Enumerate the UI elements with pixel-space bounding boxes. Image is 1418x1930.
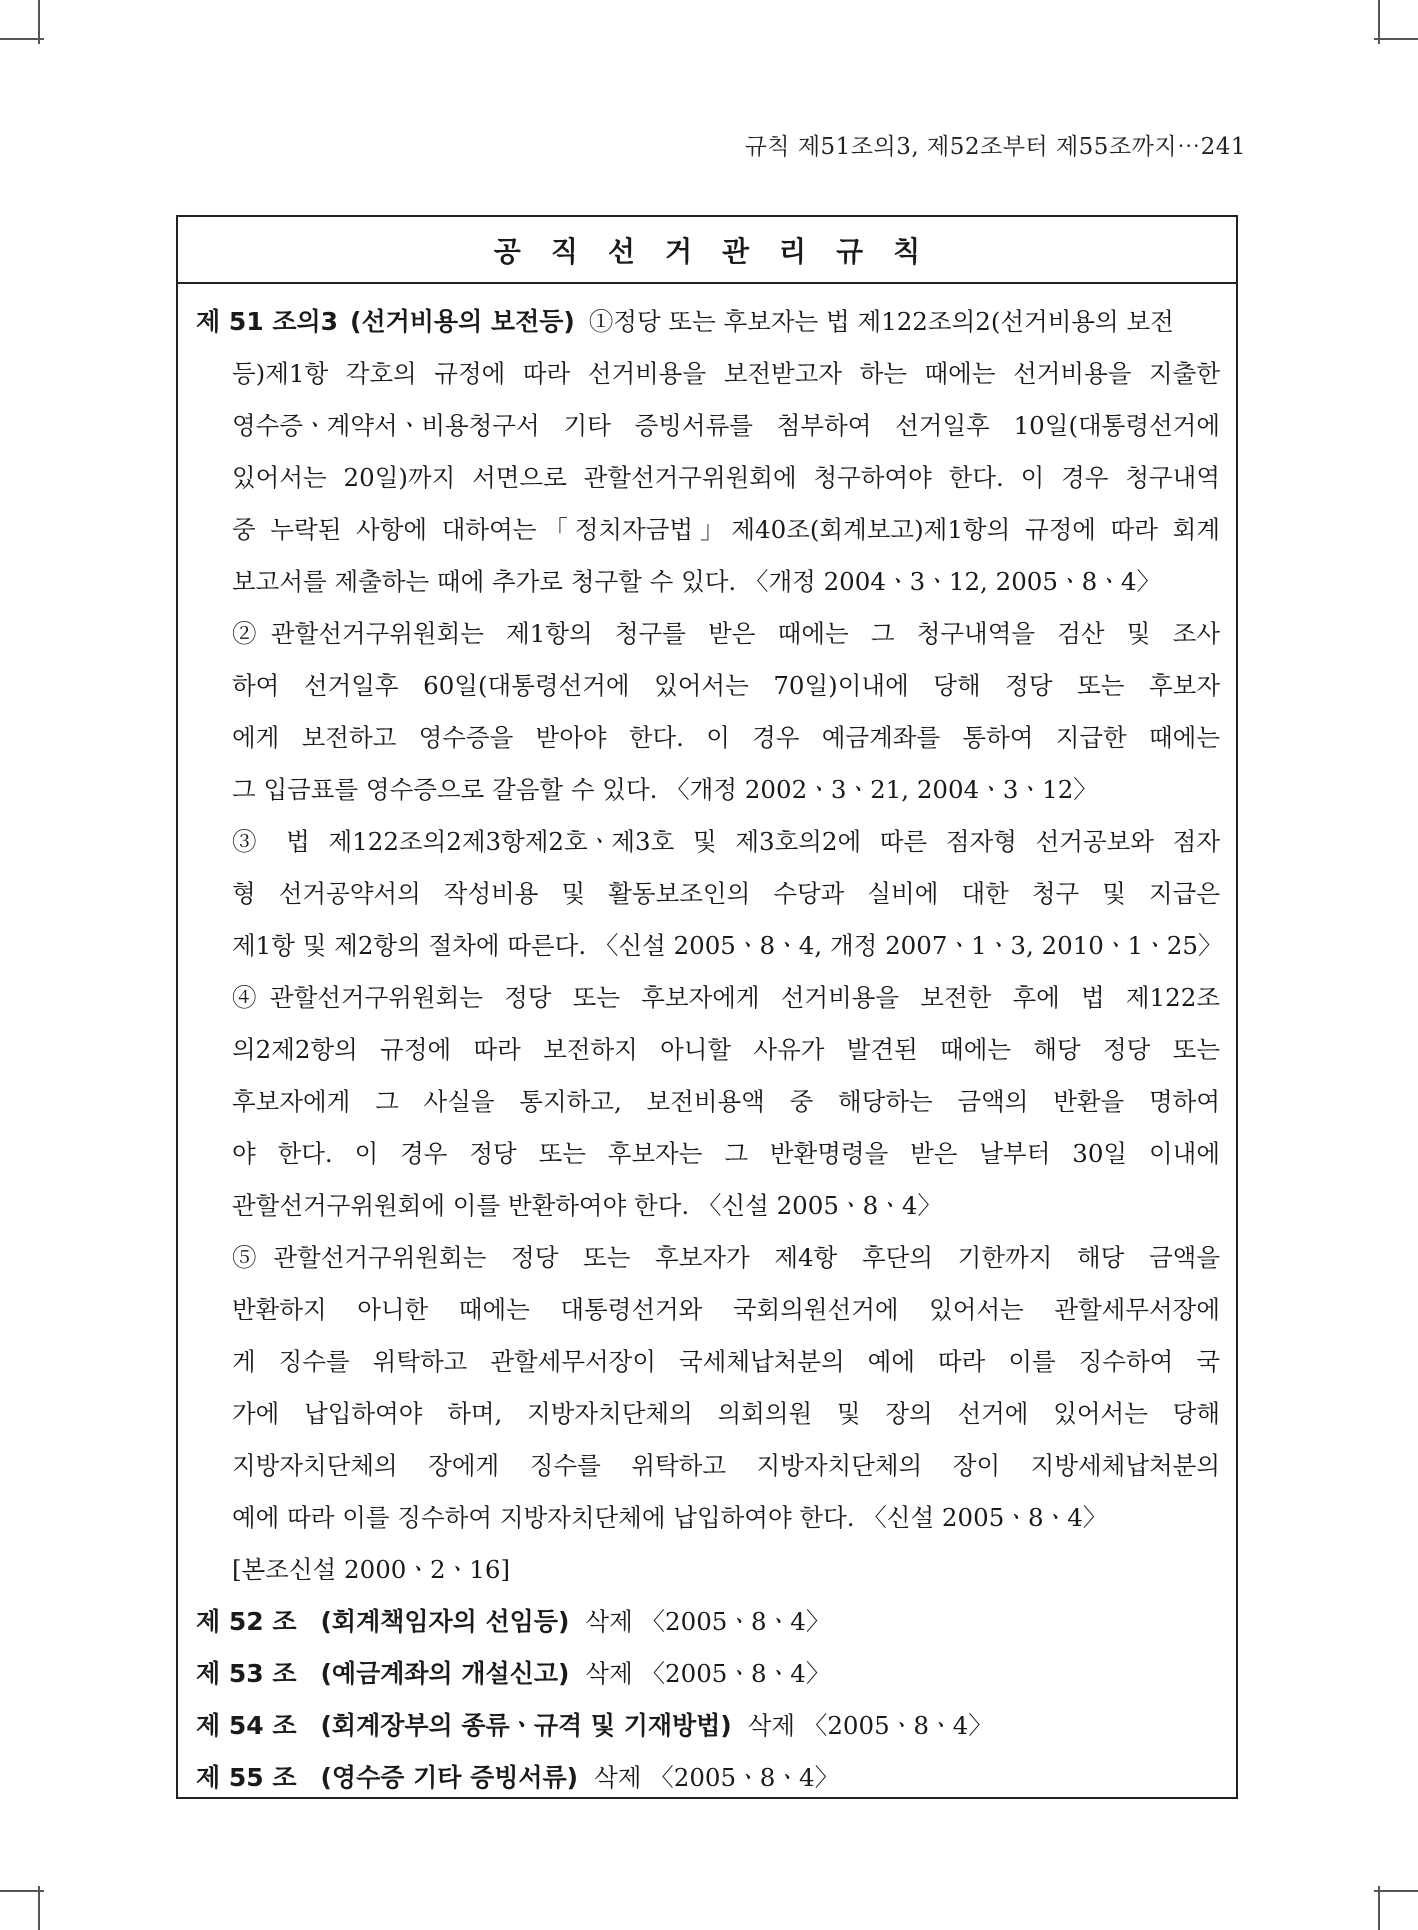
crop-mark-top-left-h bbox=[0, 38, 44, 40]
article-number: 제 54 조 bbox=[196, 1711, 297, 1740]
body-line: 하여 선거일후 60일(대통령선거에 있어서는 70일)이내에 당해 정당 또는 후보자 bbox=[232, 671, 1220, 700]
body-line: ④관할선거구위원회는 정당 또는 후보자에게 선거비용을 보전한 후에 법 제122조 bbox=[232, 983, 1220, 1012]
body-line: 야 한다. 이 경우 정당 또는 후보자는 그 반환명령을 받은 날부터 30일 이내에 bbox=[232, 1139, 1220, 1168]
crop-mark-bottom-right bbox=[1378, 1886, 1380, 1930]
article-51-3 bbox=[196, 296, 1223, 1596]
article-deleted-note: 삭제 〈2005ㆍ8ㆍ4〉 bbox=[585, 1659, 831, 1688]
article-title: (회계장부의 종류ㆍ규격 및 기재방법) bbox=[320, 1711, 732, 1740]
body-line: 게 징수를 위탁하고 관할세무서장이 국세체납처분의 예에 따라 이를 징수하여 국 bbox=[232, 1347, 1220, 1376]
body-line: 지방자치단체의 장에게 징수를 위탁하고 지방자치단체의 장이 지방세체납처분의 bbox=[232, 1451, 1220, 1480]
body-line: 반환하지 아니한 때에는 대통령선거와 국회의원선거에 있어서는 관할세무서장에 bbox=[232, 1295, 1220, 1324]
article-first-line-text: ①정당 또는 후보자는 법 제122조의2(선거비용의 보전 bbox=[588, 307, 1174, 336]
article-53 bbox=[196, 1648, 1220, 1700]
body-line: ⑤관할선거구위원회는 정당 또는 후보자가 제4항 후단의 기한까지 해당 금액을 bbox=[232, 1243, 1220, 1272]
article-deleted-note: 삭제 〈2005ㆍ8ㆍ4〉 bbox=[747, 1711, 993, 1740]
body-line: 예에 따라 이를 징수하여 지방자치단체에 납입하여야 한다. 〈신설 2005ㆍ8ㆍ4〉 bbox=[232, 1503, 1108, 1532]
article-title: (선거비용의 보전등) bbox=[350, 307, 575, 336]
article-52 bbox=[196, 1596, 1220, 1648]
article-55 bbox=[196, 1752, 1220, 1804]
body-line: 있어서는 20일)까지 서면으로 관할선거구위원회에 청구하여야 한다. 이 경우 청구내역 bbox=[232, 463, 1220, 492]
crop-mark-bottom-right-h bbox=[1374, 1890, 1418, 1892]
regulation-frame bbox=[176, 215, 1238, 1799]
article-title: (회계책임자의 선임등) bbox=[320, 1607, 570, 1636]
article-deleted-note: 삭제 〈2005ㆍ8ㆍ4〉 bbox=[585, 1607, 831, 1636]
body-line: ③ 법 제122조의2제3항제2호ㆍ제3호 및 제3호의2에 따른 점자형 선거공보와 점자 bbox=[232, 827, 1220, 856]
body-line: 형 선거공약서의 작성비용 및 활동보조인의 수당과 실비에 대한 청구 및 지급은 bbox=[232, 879, 1220, 908]
body-line: 영수증ㆍ계약서ㆍ비용청구서 기타 증빙서류를 첨부하여 선거일후 10일(대통령선거에 bbox=[232, 411, 1220, 440]
body-line: 제1항 및 제2항의 절차에 따른다. 〈신설 2005ㆍ8ㆍ4, 개정 2007ㆍ1ㆍ3, 2010ㆍ1ㆍ25〉 bbox=[232, 931, 1223, 960]
regulation-content bbox=[178, 284, 1236, 1804]
body-line: 보고서를 제출하는 때에 추가로 청구할 수 있다. 〈개정 2004ㆍ3ㆍ12, 2005ㆍ8ㆍ4〉 bbox=[232, 567, 1161, 596]
body-line: 그 입금표를 영수증으로 갈음할 수 있다. 〈개정 2002ㆍ3ㆍ21, 2004ㆍ3ㆍ12〉 bbox=[232, 775, 1098, 804]
crop-mark-bottom-left-h bbox=[0, 1890, 44, 1892]
body-line: 중 누락된 사항에 대하여는「정치자금법」제40조(회계보고)제1항의 규정에 따라 회계 bbox=[232, 515, 1220, 544]
body-line: ②관할선거구위원회는 제1항의 청구를 받은 때에는 그 청구내역을 검산 및 조사 bbox=[232, 619, 1220, 648]
running-header: 규칙 제51조의3, 제52조부터 제55조까지⋯241 bbox=[744, 134, 1246, 160]
crop-mark-top-right-h bbox=[1374, 38, 1418, 40]
body-line: 관할선거구위원회에 이를 반환하여야 한다. 〈신설 2005ㆍ8ㆍ4〉 bbox=[232, 1191, 942, 1220]
article-title: (영수증 기타 증빙서류) bbox=[320, 1763, 579, 1792]
body-line: 에게 보전하고 영수증을 받아야 한다. 이 경우 예금계좌를 통하여 지급한 때에는 bbox=[232, 723, 1220, 752]
frame-title-text: 공직선거관리규칙 bbox=[493, 234, 951, 268]
article-number: 제 51 조의3 bbox=[196, 307, 339, 336]
crop-mark-bottom-left bbox=[38, 1886, 40, 1930]
article-deleted-note: 삭제 〈2005ㆍ8ㆍ4〉 bbox=[594, 1763, 840, 1792]
article-heading-line bbox=[196, 296, 1220, 348]
article-number: 제 53 조 bbox=[196, 1659, 297, 1688]
enactment-note: [본조신설 2000ㆍ2ㆍ16] bbox=[232, 1555, 511, 1584]
article-number: 제 55 조 bbox=[196, 1763, 297, 1792]
body-line: 의2제2항의 규정에 따라 보전하지 아니할 사유가 발견된 때에는 해당 정당 또는 bbox=[232, 1035, 1220, 1064]
frame-title bbox=[178, 217, 1236, 284]
body-line: 후보자에게 그 사실을 통지하고, 보전비용액 중 해당하는 금액의 반환을 명하여 bbox=[232, 1087, 1220, 1116]
article-number: 제 52 조 bbox=[196, 1607, 297, 1636]
article-54 bbox=[196, 1700, 1220, 1752]
article-title: (예금계좌의 개설신고) bbox=[320, 1659, 570, 1688]
body-line: 가에 납입하여야 하며, 지방자치단체의 의회의원 및 장의 선거에 있어서는 당해 bbox=[232, 1399, 1220, 1428]
body-line: 등)제1항 각호의 규정에 따라 선거비용을 보전받고자 하는 때에는 선거비용을 지출한 bbox=[232, 359, 1220, 388]
